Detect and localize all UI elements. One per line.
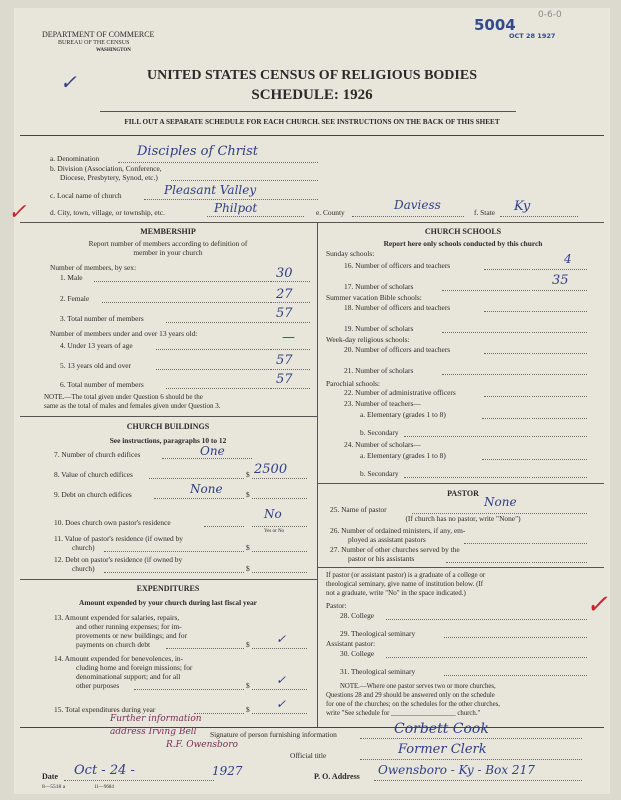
q16-value: 4	[564, 252, 572, 266]
red-check-mark: ✓	[586, 590, 608, 620]
q11-label: 11. Value of pastor's residence (if owned by	[54, 534, 183, 543]
column-divider	[317, 222, 318, 727]
q11-dollar: $	[246, 543, 250, 552]
q8-value: 2500	[254, 462, 288, 477]
membership-heading: MEMBERSHIP	[140, 227, 196, 236]
q17-answer-line	[532, 290, 587, 291]
q28-label: 28. College	[340, 611, 375, 620]
pastor-note-2: Questions 28 and 29 should be answered only on the schedule	[326, 692, 495, 699]
county-label: e. County	[316, 208, 345, 217]
q27-label: 27. Number of other churches served by the	[330, 545, 460, 554]
summer-label: Summer vacation Bible schools:	[326, 293, 422, 302]
q24b-leader	[404, 477, 530, 478]
q1-label: 1. Male	[60, 273, 83, 282]
pastor-rule	[317, 567, 604, 568]
division-label-2: Diocese, Presbytery, Synod, etc.)	[60, 173, 158, 182]
q18-leader	[484, 311, 530, 312]
q18-label: 18. Number of officers and teachers	[344, 303, 451, 312]
q27-label-2: pastor or his assistants	[348, 554, 415, 563]
q23a-label: a. Elementary (grades 1 to 8)	[360, 410, 446, 419]
sunday-label: Sunday schools:	[326, 249, 375, 258]
local-name-label: c. Local name of church	[50, 191, 122, 200]
q22-answer-line	[532, 396, 587, 397]
q14-label-3: denominational support; and for all	[76, 672, 181, 681]
q14-leader	[134, 689, 244, 690]
q4-label: 4. Under 13 years of age	[60, 341, 133, 350]
schools-rule	[317, 483, 604, 484]
q24-label: 24. Number of scholars—	[344, 440, 421, 449]
city-town-line	[207, 216, 304, 217]
membership-note-2: same as the total of males and females given under Question 3.	[44, 402, 221, 410]
q21-label: 21. Number of scholars	[344, 366, 414, 375]
further-info-3: R.F. Owensboro	[166, 740, 238, 750]
form-subtitle: SCHEDULE: 1926	[251, 87, 373, 103]
city-town-value: Philpot	[214, 201, 258, 215]
pastor-sub-label: Pastor:	[326, 601, 347, 610]
q22-leader	[484, 396, 530, 397]
q20-answer-line	[532, 353, 587, 354]
q31-line	[444, 675, 587, 676]
q5-answer-line	[270, 369, 310, 370]
department-label: DEPARTMENT OF COMMERCE	[42, 30, 155, 39]
q24a-leader	[482, 459, 530, 460]
denomination-value: Disciples of Christ	[137, 144, 259, 159]
graduate-text: If pastor (or assistant pastor) is a graduate of a college or	[326, 571, 486, 579]
form-code: 8—5518 a	[42, 784, 66, 790]
q9-answer-line	[252, 498, 307, 499]
q18-answer-line	[532, 311, 587, 312]
q16-label: 16. Number of officers and teachers	[344, 261, 451, 270]
q2-leader	[102, 302, 269, 303]
signature-label: Signature of person furnishing information	[210, 730, 337, 739]
q5-label: 5. 13 years old and over	[60, 361, 132, 370]
q17-value: 35	[552, 273, 569, 288]
po-address-value: Owensboro - Ky - Box 217	[378, 763, 535, 777]
q30-line	[386, 657, 587, 658]
membership-intro-2: member in your church	[133, 248, 203, 257]
under-over-label: Number of members under and over 13 years old:	[50, 329, 198, 338]
q9-label: 9. Debt on church edifices	[54, 490, 132, 499]
q14-label-2: cluding home and foreign missions; for	[76, 663, 193, 672]
pastor-heading: PASTOR	[447, 489, 479, 498]
instruction-line: FILL OUT A SEPARATE SCHEDULE FOR EACH CHURCH. SEE INSTRUCTIONS ON THE BACK OF THIS SHEET	[124, 118, 500, 126]
q11-answer-line	[252, 551, 307, 552]
q2-label: 2. Female	[60, 294, 90, 303]
local-name-line	[144, 199, 318, 200]
q17-leader	[442, 290, 530, 291]
division-line	[171, 180, 318, 181]
official-title-label: Official title	[290, 751, 327, 760]
form-title: UNITED STATES CENSUS OF RELIGIOUS BODIES	[146, 68, 477, 83]
po-address-label: P. O. Address	[314, 772, 360, 781]
corner-code: 0-6-0	[538, 10, 562, 20]
further-info: Further information	[110, 714, 202, 724]
q6-leader	[166, 388, 269, 389]
bottom-rule	[20, 727, 604, 728]
q2-answer-line	[270, 302, 310, 303]
q14-answer-line	[252, 689, 307, 690]
further-info-2: address Irving Bell	[110, 727, 197, 737]
graduate-text-2: theological seminary, give name of institution below. (If	[326, 580, 484, 588]
q26-label: 26. Number of ordained ministers, if any, em-	[330, 526, 466, 535]
q13-label: 13. Amount expended for salaries, repairs,	[54, 613, 180, 622]
q28-line	[386, 619, 587, 620]
q12-leader	[104, 572, 244, 573]
membership-rule	[20, 416, 317, 417]
q11-leader	[104, 551, 244, 552]
q3-label: 3. Total number of members	[60, 314, 144, 323]
q25-hint: (If church has no pastor, write "None")	[405, 514, 521, 523]
q14-label: 14. Amount expended for benevolences, in-	[54, 654, 184, 663]
buildings-heading: CHURCH BUILDINGS	[126, 422, 210, 431]
q2-value: 27	[276, 287, 293, 302]
q12-answer-line	[252, 572, 307, 573]
q25-value: None	[484, 495, 517, 509]
weekday-label: Week-day religious schools:	[326, 335, 410, 344]
schools-sub: Report here only schools conducted by this church	[383, 239, 543, 248]
expenditures-heading: EXPENDITURES	[136, 584, 200, 593]
q1-answer-line	[270, 281, 310, 282]
buildings-sub: See instructions, paragraphs 10 to 12	[109, 436, 227, 445]
form-code-2: 11—9684	[94, 785, 114, 790]
q23b-answer-line	[532, 436, 587, 437]
q21-answer-line	[532, 374, 587, 375]
assistant-sub-label: Assistant pastor:	[326, 639, 376, 648]
q8-leader	[149, 478, 244, 479]
pastor-note: NOTE.—Where one pastor serves two or more churches,	[340, 683, 496, 690]
signature-value: Corbett Cook	[394, 721, 489, 737]
denomination-label: a. Denomination	[50, 154, 100, 163]
q13-label-2: and other running expenses; for im-	[76, 622, 182, 631]
graduate-text-3: not a graduate, write "No" in the space indicated.)	[326, 589, 466, 597]
q4-answer-line	[270, 349, 310, 350]
q31-label: 31. Theological seminary	[340, 667, 416, 676]
q27-leader	[446, 562, 530, 563]
q10-value: No	[264, 507, 282, 521]
q24b-label: b. Secondary	[360, 469, 399, 478]
q26-answer-line	[532, 543, 587, 544]
q21-leader	[442, 374, 530, 375]
q20-label: 20. Number of officers and teachers	[344, 345, 451, 354]
state-label: f. State	[474, 208, 495, 217]
red-margin-mark: ✓	[8, 200, 27, 225]
q13-check: ✓	[276, 632, 287, 646]
local-name-value: Pleasant Valley	[164, 183, 257, 197]
q6-answer-line	[270, 388, 310, 389]
q8-dollar: $	[246, 470, 250, 479]
po-address-line	[374, 780, 582, 781]
date-label: Date	[42, 772, 58, 781]
q12-label: 12. Debt on pastor's residence (if owned by	[54, 555, 183, 564]
q23a-answer-line	[532, 418, 587, 419]
q10-label: 10. Does church own pastor's residence	[54, 518, 171, 527]
membership-note: NOTE.—The total given under Question 6 should be the	[44, 393, 203, 401]
pastor-note-4: write "See schedule for ___________________ church."	[326, 710, 481, 717]
q5-leader	[156, 369, 269, 370]
q23-label: 23. Number of teachers—	[344, 399, 421, 408]
q8-label: 8. Value of church edifices	[54, 470, 133, 479]
q3-value: 57	[276, 306, 293, 321]
q17-label: 17. Number of scholars	[344, 282, 414, 291]
date-value: Oct - 24 -	[74, 763, 135, 778]
q11-label-2: church)	[72, 543, 95, 552]
q13-dollar: $	[246, 640, 250, 649]
denomination-line	[118, 162, 318, 163]
q23a-leader	[482, 418, 530, 419]
q26-label-2: ployed as assistant pastors	[348, 535, 426, 544]
q5-value: 57	[276, 353, 293, 368]
stamp-number: 5004	[474, 16, 516, 34]
q29-label: 29. Theological seminary	[340, 629, 416, 638]
q25-label: 25. Name of pastor	[330, 505, 387, 514]
q4-leader	[156, 349, 269, 350]
by-sex-label: Number of members, by sex:	[50, 263, 136, 272]
q1-value: 30	[276, 266, 293, 281]
identity-rule	[20, 222, 604, 223]
q14-check: ✓	[276, 673, 287, 687]
q15-dollar: $	[246, 705, 250, 714]
city-town-label: d. City, town, village, or township, etc.	[50, 208, 165, 217]
official-title-line	[360, 759, 582, 760]
buildings-rule	[20, 579, 317, 580]
q7-leader	[162, 458, 252, 459]
date-line	[64, 780, 214, 781]
division-label: b. Division (Association, Conference,	[50, 164, 162, 173]
q19-answer-line	[532, 332, 587, 333]
q13-leader	[166, 648, 244, 649]
stamp-date: OCT 28 1927	[509, 32, 556, 40]
state-value: Ky	[514, 199, 531, 214]
q27-answer-line	[532, 562, 587, 563]
state-line	[500, 216, 578, 217]
parochial-label: Parochial schools:	[326, 379, 380, 388]
date-year: 1927	[212, 764, 243, 778]
pastor-note-3: for one of the churches; on the schedules for the other churches,	[326, 701, 501, 708]
header-rule	[20, 135, 604, 136]
q15-answer-line	[252, 713, 307, 714]
q6-value: 57	[276, 372, 293, 387]
q10-leader	[204, 526, 244, 527]
q13-answer-line	[252, 648, 307, 649]
q9-leader	[154, 498, 244, 499]
q8-answer-line	[252, 478, 307, 479]
blue-check-mark: ✓	[60, 70, 77, 94]
q24a-answer-line	[532, 459, 587, 460]
q9-value: None	[190, 482, 223, 496]
q15-check: ✓	[276, 697, 287, 711]
q15-label: 15. Total expenditures during year	[54, 705, 156, 714]
title-rule	[100, 111, 516, 112]
q14-label-4: other purposes	[76, 681, 120, 690]
official-title-value: Former Clerk	[398, 742, 487, 757]
q16-leader	[484, 269, 530, 270]
q22-label: 22. Number of administrative officers	[344, 388, 456, 397]
q13-label-4: payments on church debt	[76, 640, 151, 649]
q3-answer-line	[270, 322, 310, 323]
q26-leader	[464, 543, 530, 544]
q29-line	[444, 637, 587, 638]
q16-answer-line	[532, 269, 587, 270]
q10-hint: Yes or No	[264, 529, 285, 534]
q24b-answer-line	[532, 477, 587, 478]
q19-leader	[442, 332, 530, 333]
schools-heading: CHURCH SCHOOLS	[424, 227, 502, 236]
q4-value: —	[282, 330, 295, 345]
q12-dollar: $	[246, 564, 250, 573]
q12-label-2: church)	[72, 564, 95, 573]
city-label: WASHINGTON	[96, 48, 131, 53]
signature-line	[360, 738, 582, 739]
county-line	[352, 216, 464, 217]
q1-leader	[94, 281, 269, 282]
membership-intro: Report number of members according to definition of	[88, 239, 248, 248]
q13-label-3: provements or new buildings; and for	[76, 631, 188, 640]
q7-label: 7. Number of church edifices	[54, 450, 141, 459]
q24a-label: a. Elementary (grades 1 to 8)	[360, 451, 446, 460]
q30-label: 30. College	[340, 649, 375, 658]
q9-dollar: $	[246, 490, 250, 499]
expenditures-sub: Amount expended by your church during last fiscal year	[79, 598, 257, 607]
q14-dollar: $	[246, 681, 250, 690]
q23b-leader	[404, 436, 530, 437]
q7-value: One	[200, 444, 225, 458]
q20-leader	[484, 353, 530, 354]
q19-label: 19. Number of scholars	[344, 324, 414, 333]
q23b-label: b. Secondary	[360, 428, 399, 437]
q6-label: 6. Total number of members	[60, 380, 144, 389]
q3-leader	[166, 322, 269, 323]
bureau-label: BUREAU OF THE CENSUS	[58, 40, 130, 46]
census-schedule-sheet	[8, 8, 610, 794]
county-value: Daviess	[394, 198, 441, 212]
